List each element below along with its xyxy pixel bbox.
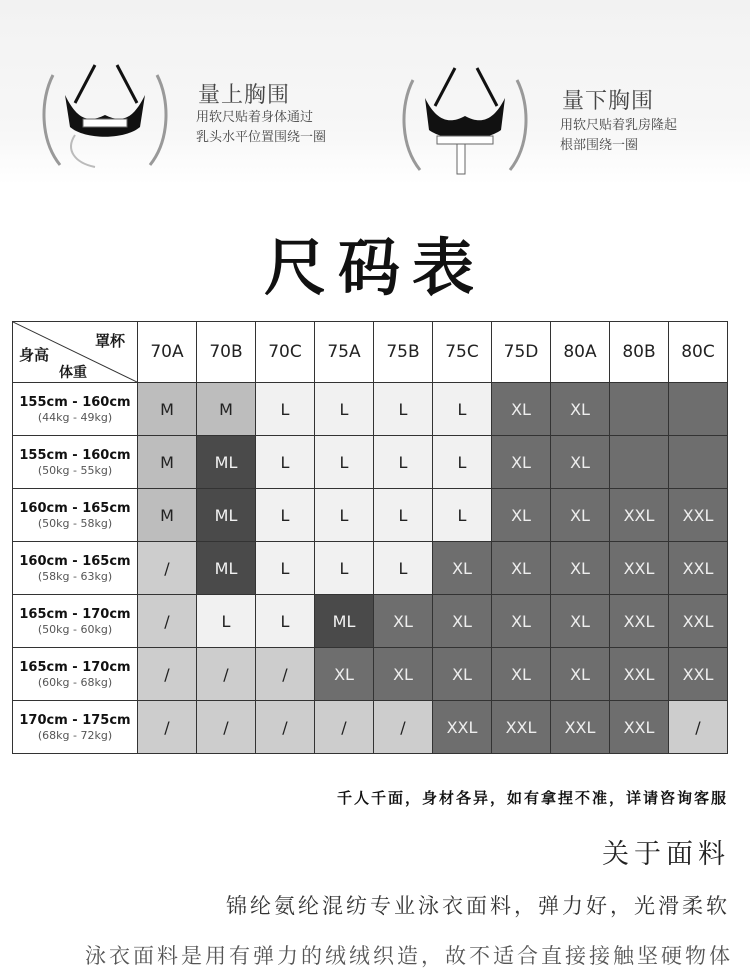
size-cell: XL xyxy=(551,648,610,701)
size-cell: / xyxy=(315,701,374,754)
row-height-range: 165cm - 170cm xyxy=(19,659,131,675)
size-cell xyxy=(610,383,669,436)
size-cell: / xyxy=(256,648,315,701)
size-cell: L xyxy=(315,383,374,436)
row-weight-range: (68kg - 72kg) xyxy=(37,728,113,742)
size-cell: / xyxy=(138,701,197,754)
column-header-cup: 70A xyxy=(138,322,197,383)
column-header-cup: 75D xyxy=(492,322,551,383)
size-cell: L xyxy=(315,436,374,489)
row-weight-range: (58kg - 63kg) xyxy=(37,569,113,583)
size-cell: M xyxy=(197,383,256,436)
size-cell: XL xyxy=(315,648,374,701)
size-cell: ML xyxy=(315,595,374,648)
size-cell: / xyxy=(256,701,315,754)
size-cell: / xyxy=(197,701,256,754)
fabric-care-line: 泳衣面料是用有弹力的绒绒织造，故不适合直接接触坚硬物体 xyxy=(85,944,733,968)
size-cell: XXL xyxy=(610,648,669,701)
size-cell: / xyxy=(138,648,197,701)
cup-axis-label: 罩杯 xyxy=(94,332,125,350)
under-bust-description xyxy=(560,116,750,156)
fabric-section-title: 关于面料 xyxy=(602,839,730,870)
page-title: 尺码表 xyxy=(263,231,486,304)
size-cell: L xyxy=(374,542,433,595)
size-cell: XL xyxy=(492,595,551,648)
size-cell: / xyxy=(669,701,728,754)
size-cell: L xyxy=(374,489,433,542)
size-cell: ML xyxy=(197,489,256,542)
size-cell: XXL xyxy=(669,542,728,595)
under-bust-desc-line: 用软尺贴着乳房隆起 xyxy=(560,118,678,133)
size-cell: XL xyxy=(551,436,610,489)
under-bust-desc-line: 根部围绕一圈 xyxy=(560,138,639,153)
size-cell: M xyxy=(138,383,197,436)
size-cell: XL xyxy=(492,542,551,595)
size-cell: L xyxy=(256,542,315,595)
row-weight-range: (50kg - 60kg) xyxy=(37,622,113,636)
size-cell: XL xyxy=(492,383,551,436)
size-cell: XL xyxy=(551,595,610,648)
row-weight-range: (44kg - 49kg) xyxy=(37,410,113,424)
size-cell: M xyxy=(138,489,197,542)
size-chart-header-row xyxy=(13,322,728,383)
size-cell: XXL xyxy=(610,701,669,754)
size-cell: XXL xyxy=(610,542,669,595)
size-cell: XL xyxy=(492,648,551,701)
row-header-body-size xyxy=(13,648,138,701)
column-header-cup: 75C xyxy=(433,322,492,383)
size-cell: XL xyxy=(374,595,433,648)
size-cell: XXL xyxy=(610,489,669,542)
size-cell: L xyxy=(197,595,256,648)
fabric-description: 锦纶氨纶混纺专业泳衣面料，弹力好，光滑柔软 xyxy=(226,894,730,918)
column-header-cup: 75A xyxy=(315,322,374,383)
weight-axis-label: 体重 xyxy=(59,365,87,381)
size-cell: XL xyxy=(551,383,610,436)
table-row xyxy=(13,489,728,542)
table-row xyxy=(13,595,728,648)
row-height-range: 155cm - 160cm xyxy=(19,447,131,463)
size-cell: ML xyxy=(197,436,256,489)
row-weight-range: (50kg - 55kg) xyxy=(37,463,113,477)
size-cell: XL xyxy=(374,648,433,701)
size-cell: ML xyxy=(197,542,256,595)
size-cell: L xyxy=(433,436,492,489)
size-chart-body xyxy=(13,383,728,754)
size-cell: XXL xyxy=(669,595,728,648)
size-cell: XXL xyxy=(610,595,669,648)
row-height-range: 165cm - 170cm xyxy=(19,606,131,622)
row-height-range: 155cm - 160cm xyxy=(19,394,131,410)
size-cell: L xyxy=(374,383,433,436)
size-cell: L xyxy=(256,436,315,489)
row-header-body-size xyxy=(13,595,138,648)
column-header-cup: 75B xyxy=(374,322,433,383)
upper-bust-desc-line: 用软尺贴着身体通过 xyxy=(196,110,314,125)
row-weight-range: (50kg - 58kg) xyxy=(37,516,113,530)
upper-bust-illustration xyxy=(35,55,175,175)
size-cell: / xyxy=(138,595,197,648)
row-header-body-size xyxy=(13,701,138,754)
size-cell xyxy=(669,436,728,489)
height-axis-label: 身高 xyxy=(19,346,50,364)
size-cell: XL xyxy=(551,489,610,542)
size-cell: L xyxy=(315,489,374,542)
table-row xyxy=(13,701,728,754)
row-header-body-size xyxy=(13,489,138,542)
size-cell: XL xyxy=(551,542,610,595)
upper-bust-title: 量上胸围 xyxy=(198,83,291,108)
size-cell xyxy=(669,383,728,436)
row-height-range: 160cm - 165cm xyxy=(19,500,131,516)
corner-header-cell xyxy=(13,322,138,383)
under-bust-title: 量下胸围 xyxy=(562,89,655,114)
upper-bust-description xyxy=(196,108,386,148)
under-bust-illustration xyxy=(395,60,535,180)
size-cell: XXL xyxy=(551,701,610,754)
size-chart-table xyxy=(12,321,728,754)
size-cell: L xyxy=(433,383,492,436)
column-header-cup: 70C xyxy=(256,322,315,383)
size-cell xyxy=(610,436,669,489)
column-header-cup: 80A xyxy=(551,322,610,383)
size-cell: L xyxy=(256,489,315,542)
size-cell: XXL xyxy=(669,489,728,542)
size-cell: L xyxy=(433,489,492,542)
size-cell: L xyxy=(256,383,315,436)
table-row xyxy=(13,436,728,489)
table-row xyxy=(13,383,728,436)
size-cell: XXL xyxy=(669,648,728,701)
row-height-range: 170cm - 175cm xyxy=(19,712,131,728)
size-cell: XL xyxy=(492,436,551,489)
row-weight-range: (60kg - 68kg) xyxy=(37,675,113,689)
fit-advice-note: 千人千面，身材各异，如有拿捏不准，详请咨询客服 xyxy=(336,789,728,807)
size-cell: XL xyxy=(492,489,551,542)
size-cell: XXL xyxy=(433,701,492,754)
row-height-range: 160cm - 165cm xyxy=(19,553,131,569)
column-header-cup: 80C xyxy=(669,322,728,383)
size-cell: / xyxy=(138,542,197,595)
row-header-body-size xyxy=(13,436,138,489)
table-row xyxy=(13,648,728,701)
upper-bust-desc-line: 乳头水平位置围绕一圈 xyxy=(196,130,327,145)
column-header-cup: 70B xyxy=(197,322,256,383)
row-header-body-size xyxy=(13,542,138,595)
size-cell: / xyxy=(374,701,433,754)
size-cell: XL xyxy=(433,542,492,595)
size-cell: L xyxy=(256,595,315,648)
size-cell: / xyxy=(197,648,256,701)
column-header-cup: 80B xyxy=(610,322,669,383)
size-cell: XL xyxy=(433,595,492,648)
size-cell: L xyxy=(374,436,433,489)
size-cell: XL xyxy=(433,648,492,701)
size-cell: M xyxy=(138,436,197,489)
table-row xyxy=(13,542,728,595)
row-header-body-size xyxy=(13,383,138,436)
size-cell: L xyxy=(315,542,374,595)
size-cell: XXL xyxy=(492,701,551,754)
